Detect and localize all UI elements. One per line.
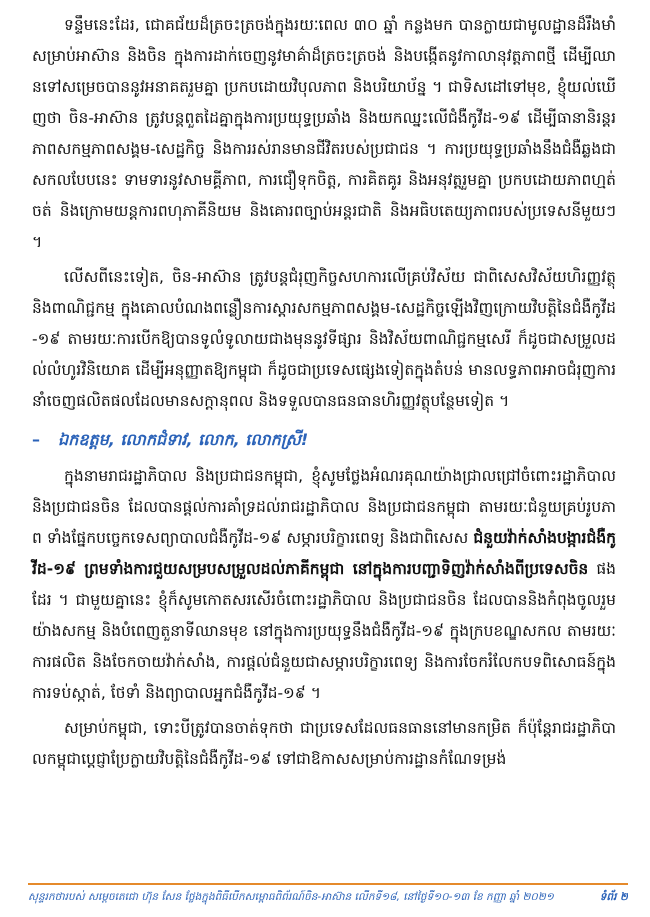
speech-body [32, 10, 616, 779]
paragraph-3-bold-emphasis: ជំនួយវ៉ាក់សាំងបង្ការជំងឺកូវីដ-១៩ ព្រមទាំងការជួយសម្របសម្រួលដល់ភាគីកម្ពុជា នៅក្នុងការបញ្ជាទិញវ៉ាក់សាំងពីប្រទេសចិន [32, 529, 616, 578]
page-number: ទំព័រ ២ [599, 891, 628, 903]
page-footer [28, 888, 628, 906]
paragraph-1: ទន្ទឹមនេះដែរ, ជោគជ័យដ៏ត្រចះត្រចង់ក្នុងរយៈពេល ៣០ ឆ្នាំ កន្លងមក បានក្លាយជាមូលដ្ឋានដ៏រឹងមាំសម្រាប់អាស៊ាន និងចិន ក្នុងការដាក់ចេញនូវមាគ៌ាដ៏ត្រចះត្រចង់ និងបង្កើតនូវកាលានុវត្តភាពថ្មី ដើម្បីឈានទៅសម្រេចបាននូវអនាគតរួមគ្នា ប្រកបដោយវិបុលភាព និងបរិយាប័ន្ន ។ ជាទិសដៅទៅមុខ, ខ្ញុំយល់ឃើញថា ចិន-អាស៊ាន ត្រូវបន្តពួតដៃគ្នាក្នុងការប្រយុទ្ធប្រឆាំង និងយកឈ្នះលើជំងឺកូវីដ-១៩ ដើម្បីធានានិរន្តរភាពសកម្មភាពសង្គម-សេដ្ឋកិច្ច និងការរស់រានមានជីវិតរបស់ប្រជាជន ។ ការប្រយុទ្ធប្រឆាំងនឹងជំងឺឆ្លងជាសកលបែបនេះ ទាមទារនូវសាមគ្គីភាព, ការជឿទុកចិត្ត, ការគិតគូរ និងអនុវត្តរួមគ្នា ប្រកបដោយភាពហ្មត់ចត់ និងក្រោមយន្តការពហុភាគីនិយម និងគោរពច្បាប់អន្តរជាតិ និងអធិបតេយ្យភាពរបស់ប្រទេសនីមួយៗ ។ [32, 16, 616, 251]
salutation-text: ឯកឧត្តម, លោកជំទាវ, លោក, លោកស្រី! [58, 430, 309, 449]
footer-caption: សុន្ទរកថារបស់ សម្តេចតេជោ ហ៊ុន សែន ថ្លែងក្នុងពិធីបើកសម្ពោធពិព័រណ៍ចិន-អាស៊ាន លើកទី១៨, នៅថ្ងៃទី១០-១៣ ខែ កញ្ញា ឆ្នាំ ២០២១ [28, 891, 554, 903]
paragraph-4: សម្រាប់កម្ពុជា, ទោះបីត្រូវបានចាត់ទុកថា ជាប្រទេសដែលធនធាននៅមានកម្រិត ក៏ប៉ុន្តែរាជរដ្ឋាភិបាលកម្ពុជាប្តេជ្ញាប្រែក្លាយវិបត្តិនៃជំងឺកូវីដ-១៩ ទៅជាឱកាសសម្រាប់ការដ្ឋានកំណែទម្រង់ [32, 719, 616, 768]
paragraph-3-text-after: ផងដែរ ។ ជាមួយគ្នានេះ ខ្ញុំក៏សូមកោតសរសើរចំពោះរដ្ឋាភិបាល និងប្រជាជនចិន ដែលបាននិងកំពុងចូលរួមយ៉ាងសកម្ម និងបំពេញតួនាទីឈានមុខ នៅក្នុងការប្រយុទ្ធនឹងជំងឺកូវីដ-១៩ ក្នុងក្របខណ្ឌសកល តាមរយៈការផលិត និងចែកចាយវ៉ាក់សាំង, ការផ្តល់ជំនួយជាសម្ភារបរិក្ខារពេទ្យ និងការចែករំលែកបទពិសោធន៍ក្នុងការទប់ស្កាត់, ថែទាំ និងព្យាបាលអ្នកជំងឺកូវីដ-១៩ ។ [32, 560, 617, 702]
paragraph-2: លើសពីនេះទៀត, ចិន-អាស៊ាន ត្រូវបន្តជំរុញកិច្ចសហការលើគ្រប់វិស័យ ជាពិសេសវិស័យហិរញ្ញវត្ថុ និងពាណិជ្ជកម្ម ក្នុងគោលបំណងពន្លឿនការស្តារសកម្មភាពសង្គម-សេដ្ឋកិច្ចឡើងវិញក្រោយវិបត្តិនៃជំងឺកូវីដ-១៩ តាមរយៈការបើកឱ្យបានទូលំទូលាយជាងមុននូវទីផ្សារ និងវិស័យពាណិជ្ជកម្មសេរី ក៏ដូចជាសម្រួលដល់លំហូរវិនិយោគ ដើម្បីអនុញ្ញាតឱ្យកម្ពុជា ក៏ដូចជាប្រទេសផ្សេងទៀតក្នុងតំបន់ មានលទ្ធភាពអាចជំរុញការនាំចេញផលិតផលដែលមានសក្តានុពល និងទទួលបានធនធានហិរញ្ញវត្ថុបន្ថែមទៀត ។ [32, 268, 616, 410]
paragraph-3-text-before: ក្នុងនាមរាជរដ្ឋាភិបាល និងប្រជាជនកម្ពុជា, ខ្ញុំសូមថ្លែងអំណរគុណយ៉ាងជ្រាលជ្រៅចំពោះរដ្ឋាភិបាល និងប្រជាជនចិន ដែលបានផ្តល់ការគាំទ្រដល់រាជរដ្ឋាភិបាល និងប្រជាជនកម្ពុជា តាមរយៈជំនួយគ្រប់រូបភាព ទាំងផ្នែកបច្ចេកទេសព្យាបាលជំងឺកូវីដ-១៩ សម្ភារបរិក្ខារពេទ្យ និងជាពិសេស [32, 467, 616, 547]
salutation-dash: – [32, 430, 40, 449]
salutation [32, 425, 616, 455]
footer-divider [28, 883, 628, 885]
paragraph-3 [32, 461, 616, 709]
